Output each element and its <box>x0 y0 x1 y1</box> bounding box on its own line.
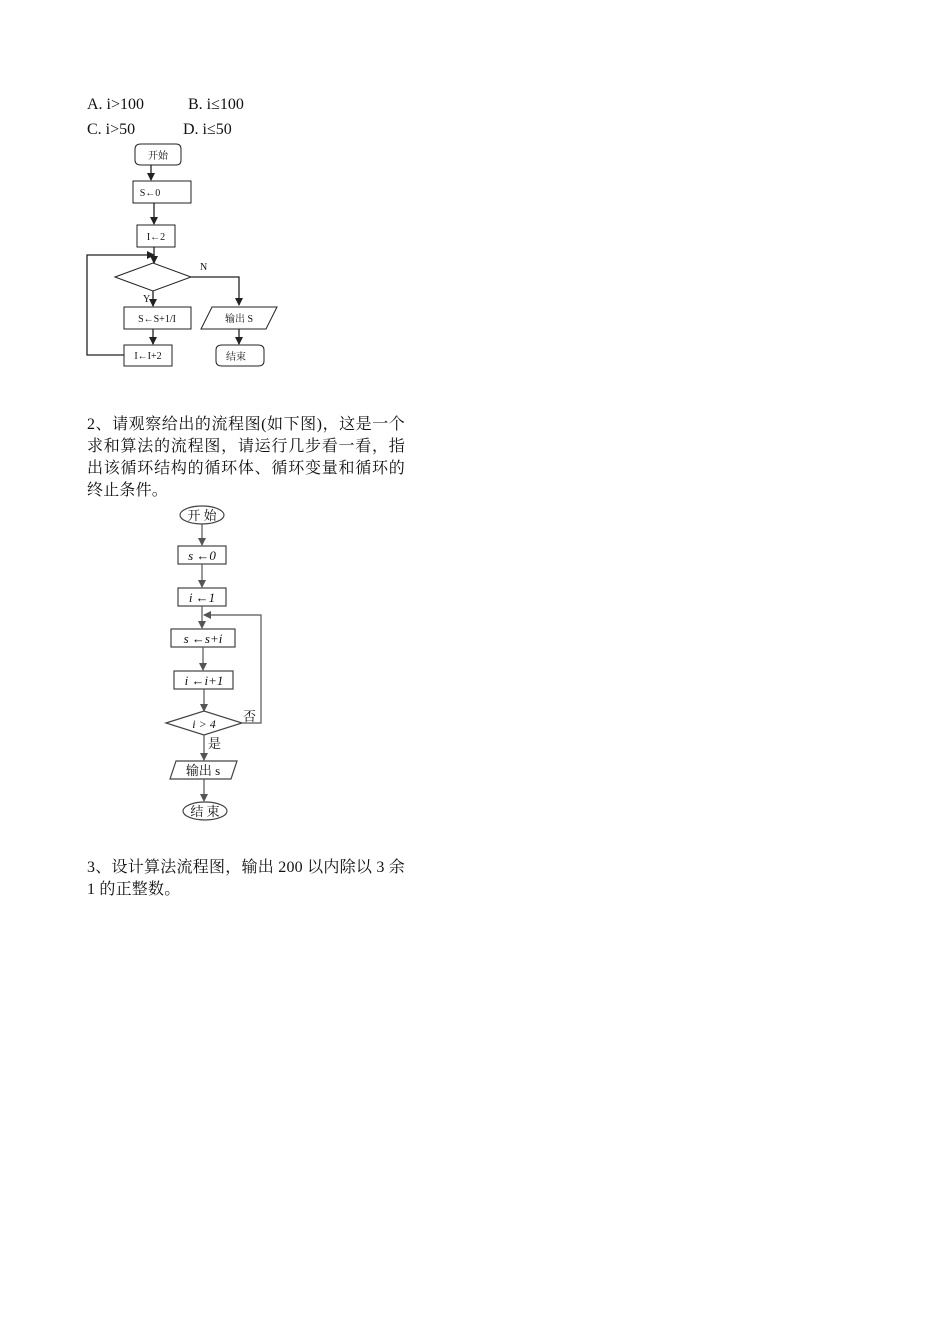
option-a: A. i>100 <box>87 96 145 113</box>
fc1-yes-label: Y <box>143 294 151 305</box>
fc2-yes-label: 是 <box>208 736 222 751</box>
fc2-no-label: 否 <box>243 709 257 724</box>
question-2-text: 2、请观察给出的流程图(如下图)，这是一个求和算法的流程图，请运行几步看一看，指出该循环结构的循环体、循环变量和循环的终止条件。 <box>87 416 405 499</box>
fc2-init-s-label: s ←0 <box>188 548 216 563</box>
fc2-end-label: 结 束 <box>190 804 220 819</box>
fc1-init-s-label: S←0 <box>139 188 161 199</box>
fc2-condition-label: i > 4 <box>192 717 216 731</box>
fc2-update-i-label: i ←i+1 <box>184 673 224 688</box>
fc1-no-label: N <box>200 262 208 273</box>
question-3-text: 3、设计算法流程图，输出 200 以内除以 3 余 1 的正整数。 <box>87 859 405 898</box>
option-d: D. i≤50 <box>183 121 232 138</box>
fc1-update-s-label: S←S+1/I <box>138 314 176 325</box>
fc2-update-s-label: s ←s+i <box>183 631 223 646</box>
fc2-start-label: 开 始 <box>187 508 217 523</box>
fc1-output-label: 输出 S <box>224 314 254 325</box>
fc1-end-label: 结束 <box>226 352 246 363</box>
fc1-start-label: 开始 <box>148 151 168 162</box>
fc1-update-i-label: I←I+2 <box>134 351 162 362</box>
fc2-output-label: 输出 s <box>185 763 221 778</box>
option-b: B. i≤100 <box>188 96 244 113</box>
fc1-init-i-label: I←2 <box>146 232 166 243</box>
fc2-init-i-label: i ←1 <box>188 590 216 605</box>
option-c: C. i>50 <box>87 121 136 138</box>
